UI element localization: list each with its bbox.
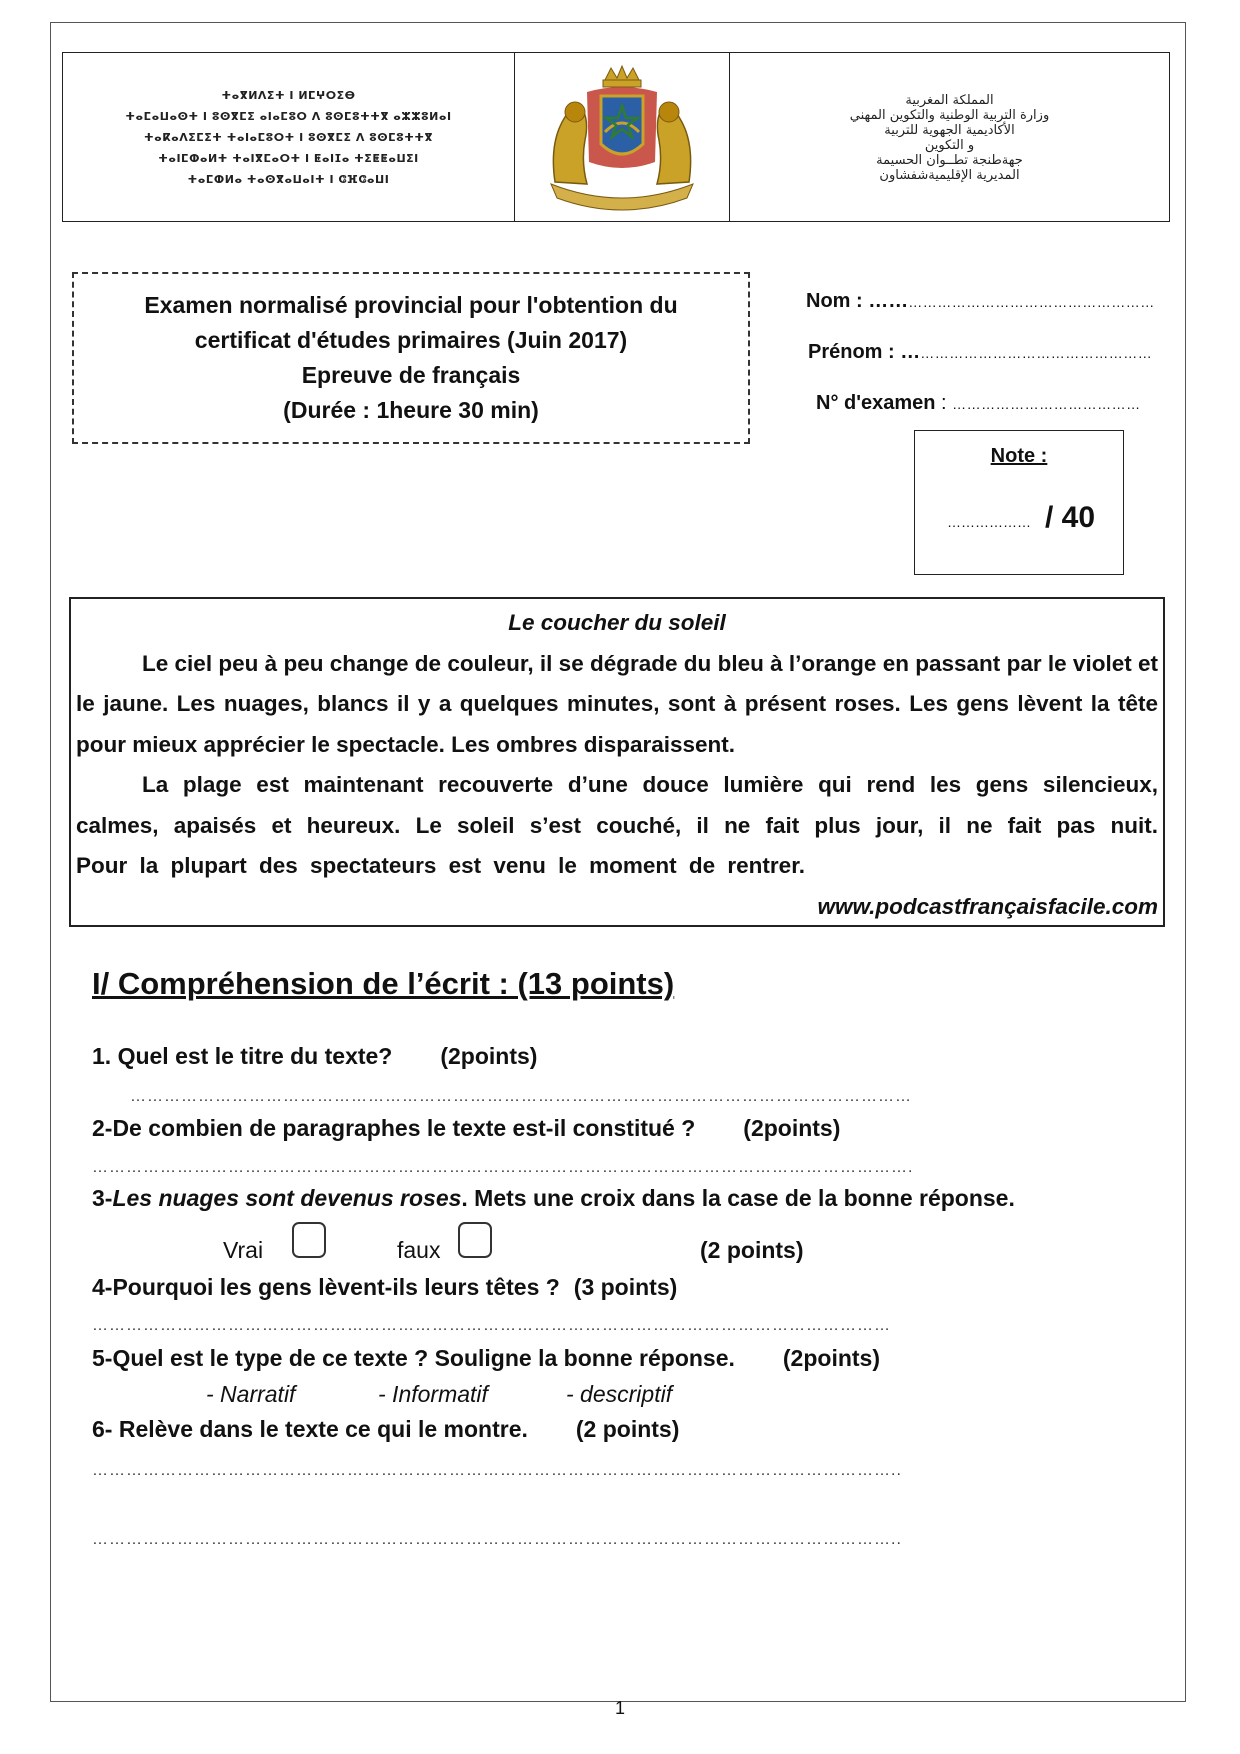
note-label: Note : [990, 445, 1048, 467]
arabic-line: وزارة التربية الوطنية والتكوين المهني [849, 108, 1050, 123]
note-dots: ……………… [947, 514, 1031, 530]
note-score[interactable] [947, 501, 1095, 535]
answer-line[interactable]: …………………………………………………………………………………………………………………………….. [92, 1462, 902, 1479]
question-points: (2points) [782, 1345, 880, 1371]
arabic-line: المملكة المغربية [905, 93, 994, 108]
note-box [914, 430, 1124, 575]
tifinagh-line: ⵜⴰⵏⵎⵀⴰⵍⵜ ⵜⴰⵏⴳⵎⴰⵔⵜ ⵏ ⵟⴰⵏⵊⴰ ⵜⵉⵟⵟⴰⵡⵉⵏ [158, 151, 419, 165]
exam-duration: (Durée : 1heure 30 min) [283, 397, 539, 423]
nom-field[interactable] [806, 290, 1155, 313]
exam-subject: Epreuve de français [301, 362, 521, 388]
question-points: (2points) [743, 1115, 841, 1141]
arabic-line: المديرية الإقليميةشفشاون [879, 168, 1020, 183]
question-text: 6- Relève dans le texte ce qui le montre. [92, 1416, 528, 1442]
question-6 [92, 1416, 679, 1443]
coat-of-arms-emblem [537, 62, 707, 212]
vrai-checkbox[interactable] [292, 1222, 326, 1258]
tifinagh-header [63, 53, 515, 221]
question-3 [92, 1185, 1015, 1212]
option-descriptif[interactable]: - descriptif [566, 1381, 673, 1407]
choice-vrai-label: Vrai [223, 1237, 264, 1263]
tifinagh-line: ⵜⴰⴳⵍⴷⵉⵜ ⵏ ⵍⵎⵖⵔⵉⴱ [221, 88, 356, 102]
examen-number-field[interactable] [816, 392, 1141, 415]
examen-dots: ………………………………… [952, 396, 1141, 412]
question-4 [92, 1274, 677, 1301]
question-text: 4-Pourquoi les gens lèvent-ils leurs têtes ? [92, 1274, 560, 1300]
examen-colon: : [935, 392, 953, 414]
emblem-cell [515, 53, 730, 221]
answer-line[interactable]: ………………………………………………………………………………………………………………………… [130, 1088, 912, 1105]
text-title: Le coucher du soleil [508, 610, 726, 635]
question-text: 2-De combien de paragraphes le texte est-il constitué ? [92, 1115, 696, 1141]
question-points: (3 points) [573, 1274, 678, 1300]
question-text: 1. Quel est le titre du texte? [92, 1043, 393, 1069]
faux-checkbox[interactable] [458, 1222, 492, 1258]
question-points: (2 points) [575, 1416, 680, 1442]
text-paragraph: La plage est maintenant recouverte d’une douce lumière qui rend les gens silencieux, calmes, apaisés et heureux. Le soleil s’est couché, il ne fait plus jour, il ne fait pas nuit. Pour la plupart des spectateurs est venu le moment de rentrer. [76, 772, 1158, 878]
tifinagh-line: ⵜⴰⵎⴰⵡⴰⵙⵜ ⵏ ⵓⵙⴳⵎⵉ ⴰⵏⴰⵎⵓⵔ ⴷ ⵓⵙⵎⵓⵜⵜⴳ ⴰⵣⵣⵓⵍⴰⵏ [125, 109, 452, 123]
arabic-line: الأكاديمية الجهوية للتربية [884, 123, 1015, 138]
answer-line[interactable]: …………………………………………………………………………………………………………………………….. [92, 1531, 902, 1548]
choice-faux-label: faux [397, 1237, 441, 1263]
arabic-line: جهةطنجة تطــوان الحسيمة [876, 153, 1023, 168]
option-informatif[interactable]: - Informatif [378, 1381, 488, 1407]
prenom-field[interactable] [808, 341, 1152, 364]
question-text: . Mets une croix dans la case de la bonne réponse. [461, 1185, 1015, 1211]
tifinagh-line: ⵜⴰⴽⴰⴷⵉⵎⵉⵜ ⵜⴰⵏⴰⵎⵓⵔⵜ ⵏ ⵓⵙⴳⵎⵉ ⴷ ⵓⵙⵎⵓⵜⵜⴳ [143, 130, 434, 144]
nom-dots: …………………………………………… [908, 294, 1155, 310]
exam-title-line: Examen normalisé provincial pour l'obtention du [144, 292, 678, 318]
nom-label: Nom : …… [806, 290, 909, 312]
answer-line[interactable]: ………………………………………………………………………………………………………………………………. [92, 1159, 914, 1176]
page-number: 1 [614, 1698, 625, 1718]
official-header [62, 52, 1170, 222]
question-5 [92, 1345, 880, 1372]
answer-line[interactable]: …………………………………………………………………………………………………………………………… [92, 1317, 891, 1334]
arabic-header [730, 53, 1169, 221]
question-text: 5-Quel est le type de ce texte ? Souligne la bonne réponse. [92, 1345, 735, 1371]
option-narratif[interactable]: - Narratif [206, 1381, 296, 1407]
tifinagh-line: ⵜⴰⵎⵀⵍⴰ ⵜⴰⵙⴳⴰⵡⴰⵏⵜ ⵏ ⵛⴼⵛⴰⵡⵏ [187, 172, 390, 186]
exam-title-box [72, 272, 750, 444]
text-source: www.podcastfrançaisfacile.com [817, 893, 1158, 919]
question-1 [92, 1043, 537, 1070]
prenom-label: Prénom : … [808, 341, 921, 363]
arabic-line: و التكوين [924, 138, 975, 153]
question-italic-statement: Les nuages sont devenus roses [112, 1185, 462, 1211]
text-paragraph: Le ciel peu à peu change de couleur, il se dégrade du bleu à l’orange en passant par le violet et le jaune. Les nuages, blancs il y a quelques minutes, sont à présent roses. Les gens lèvent la tête pour mieux apprécier le spectacle. Les ombres disparaissent. [76, 650, 1158, 757]
reading-text-box [69, 597, 1165, 927]
question-prefix: 3- [92, 1185, 113, 1211]
examen-label: N° d'examen [816, 392, 936, 414]
prenom-dots: ………………………………………… [920, 345, 1153, 361]
question-2 [92, 1115, 840, 1142]
question-points: (2 points) [700, 1237, 804, 1263]
note-total: / 40 [1045, 501, 1096, 534]
section-title: I/ Compréhension de l’écrit : (13 points) [92, 966, 675, 1001]
exam-title-line: certificat d'études primaires (Juin 2017) [194, 327, 628, 353]
question-points: (2points) [440, 1043, 538, 1069]
